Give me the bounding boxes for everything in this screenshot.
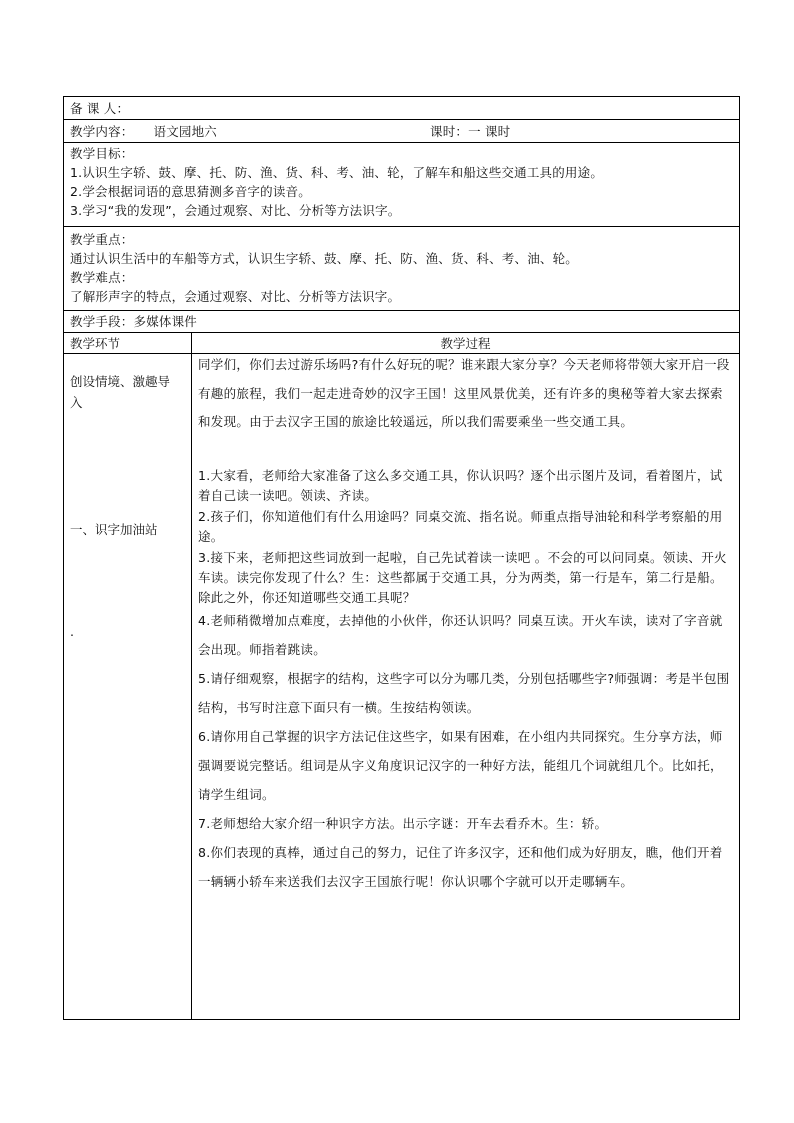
lesson-plan-table [63,96,740,1020]
process-body-row [64,354,739,1019]
stage-intro [64,371,184,413]
stage-literacy [64,520,191,539]
column-divider [191,333,192,353]
objectives-row [64,143,739,227]
process-header: 教学过程 [440,336,491,351]
stage-intro-label: 创设情境、激趣导入 [70,374,171,410]
stage-header: 教学环节 [70,336,121,351]
preparer-row [64,97,739,120]
process-step-2: 2.孩子们，你知道他们有什么用途吗？同桌交流、指名说。师重点指导油轮和科学考察船的用途。 [198,508,723,544]
objective-item: 2.学会根据词语的意思猜测多音字的读音。 [70,184,311,199]
content-value: 语文园地六 [153,124,218,139]
process-content [192,354,739,896]
process-step-4: 4.老师稍微增加点难度，去掉他的小伙伴，你还认识吗？同桌互读。开火车读，读对了字音就会出现。师指着跳读。 [198,612,723,657]
process-step-1: 1.大家看，老师给大家准备了这么多交通工具，你认识吗？逐个出示图片及词，看着图片，试着自己读一读吧。领读、齐读。 [198,467,723,503]
stage-dot-label: . [70,624,74,639]
objective-item: 1.认识生字轿、鼓、摩、托、防、渔、货、科、考、油、轮，了解车和船这些交通工具的用途。 [70,165,604,180]
process-step-7: 7.老师想给大家介绍一种识字方法。出示字谜：开车去看乔木。生：轿。 [198,815,608,831]
key-points-text: 通过认识生活中的车船等方式，认识生字轿、鼓、摩、托、防、渔、货、科、考、油、轮。 [70,251,579,266]
period-label: 课时：一 课时 [430,124,511,139]
focus-row [64,227,739,311]
process-step-3: 3.接下来，老师把这些词放到一起啦，自己先试着读一读吧 。不会的可以问同桌。领读、开火车读。读完你发现了什么？生：这些都属于交通工具，分为两类，第一行是车，第二行是船。除此之外，你还知道哪些交通工具呢？ [198,549,727,605]
content-row [64,120,739,143]
means-row [64,311,739,333]
difficulty-text: 了解形声字的特点，会通过观察、对比、分析等方法识字。 [70,289,401,304]
stage-dot [64,622,191,641]
difficulty-heading: 教学难点： [70,270,134,285]
process-step-5: 5.请仔细观察，根据字的结构，这些字可以分为哪几类，分别包括哪些字?师强调：考是半包围结构，书写时注意下面只有一横。生按结构领读。 [198,670,730,715]
objective-item: 3.学习“我的发现”，会通过观察、对比、分析等方法识字。 [70,203,401,218]
teaching-means: 教学手段：多媒体课件 [70,314,198,329]
content-label: 教学内容： [70,124,134,139]
process-step-6: 6.请你用自己掌握的识字方法记住这些字，如果有困难，在小组内共同探究。生分享方法，师强调要说完整话。组词是从字义角度识记汉字的一种好方法，能组几个词就组几个。比如托，请学生组词。 [198,728,723,802]
objectives-heading: 教学目标： [70,146,134,161]
process-step-8: 8.你们表现的真棒，通过自己的努力，记住了许多汉字，还和他们成为好朋友，瞧，他们开着一辆辆小轿车来送我们去汉字王国旅行呢！你认识哪个字就可以开走哪辆车。 [198,844,723,889]
key-points-heading: 教学重点： [70,232,134,247]
stage-literacy-label: 一、识字加油站 [70,522,158,537]
preparer-label: 备 课 人： [70,101,130,116]
process-intro: 同学们，你们去过游乐场吗?有什么好玩的呢？谁来跟大家分享？今天老师将带领大家开启一段有趣的旅程，我们一起走进奇妙的汉字王国！这里风景优美，还有许多的奥秘等着大家去探索和发现。由于去汉字王国的旅途比较遥远，所以我们需要乘坐一些交通工具。 [198,357,730,429]
